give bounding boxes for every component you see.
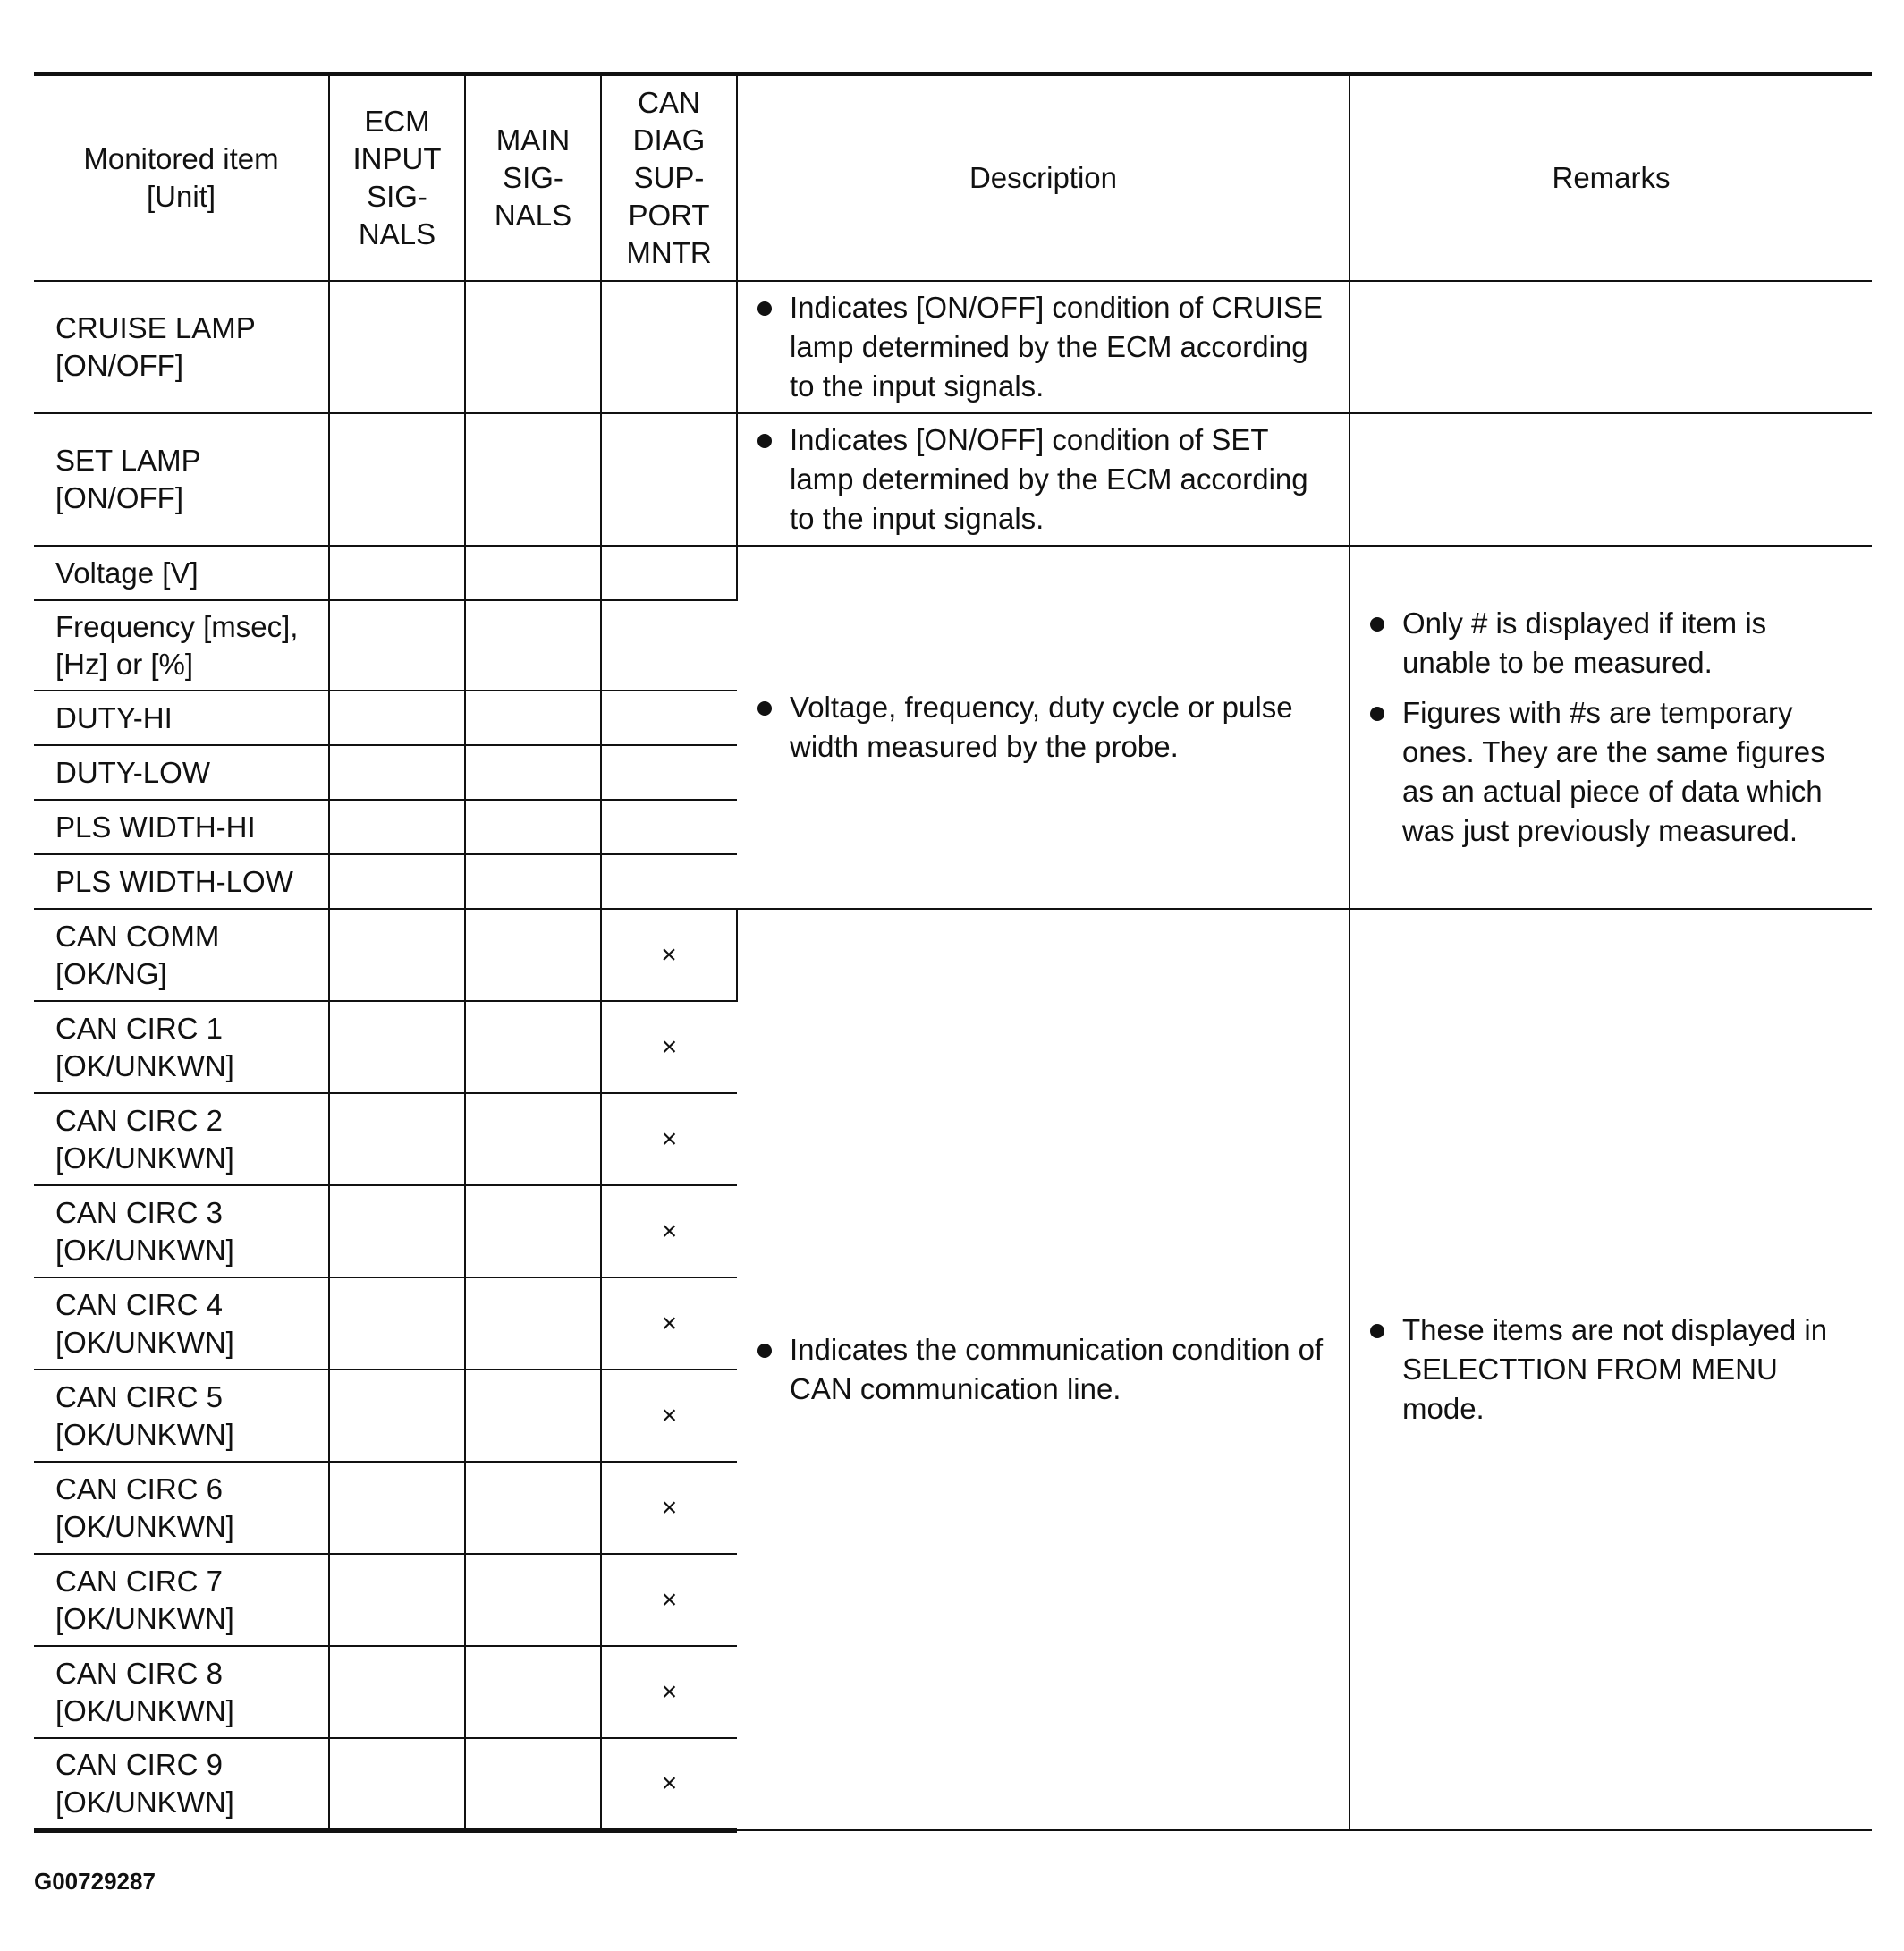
cell-text-line: [OK/NG] (55, 956, 167, 990)
ecm-input-cell (329, 745, 465, 800)
can-diag-cell: × (601, 1738, 737, 1830)
can-diag-cell: × (601, 1462, 737, 1554)
cell-text-line: PORT (628, 199, 710, 232)
main-signals-cell (465, 1370, 601, 1462)
bullet-item: Voltage, frequency, duty cycle or pulse width measured by the probe. (757, 688, 1331, 767)
cell-text-line: SIG- (367, 180, 427, 213)
ecm-input-cell (329, 1001, 465, 1093)
can-diag-cell (601, 691, 737, 745)
monitored-item-cell (34, 745, 329, 800)
ecm-input-cell (329, 1185, 465, 1277)
monitored-item-cell (34, 854, 329, 909)
ecm-input-cell (329, 909, 465, 1001)
ecm-input-cell (329, 1093, 465, 1185)
main-signals-cell (465, 1554, 601, 1646)
main-signals-cell (465, 800, 601, 854)
main-signals-cell (465, 1001, 601, 1093)
main-signals-cell (465, 1738, 601, 1830)
cell-text-line: [OK/UNKWN] (55, 1141, 234, 1175)
main-signals-cell (465, 1646, 601, 1738)
ecm-input-cell (329, 1277, 465, 1370)
ecm-input-cell (329, 800, 465, 854)
cell-text-line: CAN CIRC 1 (55, 1011, 224, 1045)
ecm-input-cell (329, 1370, 465, 1462)
main-signals-cell (465, 281, 601, 413)
header-remarks: Remarks (1350, 74, 1872, 282)
table-header-row (34, 74, 1872, 282)
can-diag-cell (601, 281, 737, 413)
table-row (34, 413, 1872, 546)
can-diag-cell: × (601, 1370, 737, 1462)
monitored-item-cell (34, 800, 329, 854)
cell-text-line: SET LAMP (55, 444, 201, 477)
bullet-item: Indicates the communication condition of CAN communication line. (757, 1330, 1331, 1409)
description-cell (737, 413, 1350, 546)
remarks-cell (1350, 546, 1872, 909)
ecm-input-cell (329, 1738, 465, 1830)
can-diag-cell: × (601, 1001, 737, 1093)
bullet-item: Indicates [ON/OFF] condition of CRUISE lamp determined by the ECM according to the input signals. (757, 288, 1331, 406)
cell-text-line: [Unit] (146, 180, 216, 213)
cell-text-line: NALS (494, 199, 572, 232)
cell-text-line: CAN CIRC 4 (55, 1287, 224, 1321)
cell-text-line: CAN CIRC 2 (55, 1103, 224, 1137)
header-main-signals (465, 74, 601, 282)
cell-text-line: INPUT (352, 142, 442, 175)
main-signals-cell (465, 1277, 601, 1370)
cell-text-line: [OK/UNKWN] (55, 1693, 234, 1727)
ecm-input-cell (329, 1646, 465, 1738)
ecm-input-cell (329, 281, 465, 413)
ecm-input-cell (329, 691, 465, 745)
cell-text-line: [OK/UNKWN] (55, 1785, 234, 1819)
header-monitored-item (34, 74, 329, 282)
remarks-cell (1350, 281, 1872, 413)
can-diag-cell (601, 745, 737, 800)
cell-text-line: [OK/UNKWN] (55, 1048, 234, 1082)
remarks-cell (1350, 909, 1872, 1830)
cell-text-line: [OK/UNKWN] (55, 1233, 234, 1267)
can-diag-cell: × (601, 1093, 737, 1185)
main-signals-cell (465, 909, 601, 1001)
cell-text-line: SIG- (503, 161, 563, 194)
cell-text-line: CAN CIRC 3 (55, 1195, 224, 1229)
main-signals-cell (465, 691, 601, 745)
description-cell (737, 909, 1350, 1830)
cell-text-line: NALS (358, 217, 436, 250)
can-diag-cell (601, 413, 737, 546)
can-diag-cell (601, 546, 737, 600)
cell-text-line: [ON/OFF] (55, 481, 183, 514)
cell-text-line: DUTY-LOW (55, 755, 210, 789)
ecm-input-cell (329, 600, 465, 691)
monitored-item-cell (34, 413, 329, 546)
ecm-input-cell (329, 1462, 465, 1554)
main-signals-cell (465, 1093, 601, 1185)
monitored-item-cell (34, 1370, 329, 1462)
main-signals-cell (465, 1185, 601, 1277)
cell-text-line: CAN CIRC 6 (55, 1472, 224, 1506)
cell-text-line: [OK/UNKWN] (55, 1509, 234, 1543)
ecm-input-cell (329, 413, 465, 546)
can-diag-cell: × (601, 909, 737, 1001)
table-row (34, 281, 1872, 413)
monitored-item-cell (34, 1093, 329, 1185)
can-diag-cell: × (601, 1277, 737, 1370)
figure-id: G00729287 (34, 1868, 156, 1895)
monitored-item-cell (34, 546, 329, 600)
cell-text-line: PLS WIDTH-LOW (55, 864, 293, 898)
header-description: Description (737, 74, 1350, 282)
cell-text-line: ECM (364, 105, 430, 138)
cell-text-line: Voltage [V] (55, 556, 199, 590)
monitored-item-cell (34, 1738, 329, 1830)
monitored-item-cell (34, 909, 329, 1001)
main-signals-cell (465, 1462, 601, 1554)
main-signals-cell (465, 600, 601, 691)
cell-text-line: CAN CIRC 9 (55, 1747, 224, 1781)
can-diag-cell: × (601, 1646, 737, 1738)
cell-text-line: [Hz] or [%] (55, 647, 194, 681)
can-diag-cell (601, 854, 737, 909)
can-diag-cell: × (601, 1554, 737, 1646)
description-cell (737, 546, 1350, 909)
table-row (34, 909, 1872, 1001)
can-diag-cell: × (601, 1185, 737, 1277)
header-can-diag-support-mntr (601, 74, 737, 282)
monitored-item-cell (34, 600, 329, 691)
main-signals-cell (465, 546, 601, 600)
cell-text-line: SUP- (633, 161, 705, 194)
can-diag-cell (601, 600, 737, 691)
monitored-item-cell (34, 1185, 329, 1277)
table-row (34, 546, 1872, 600)
cell-text-line: MAIN (495, 123, 571, 157)
header-ecm-input-signals (329, 74, 465, 282)
monitor-item-table (34, 72, 1872, 1833)
cell-text-line: DIAG (632, 123, 706, 157)
monitored-item-cell (34, 281, 329, 413)
cell-text-line: [OK/UNKWN] (55, 1417, 234, 1451)
cell-text-line: CAN CIRC 7 (55, 1564, 224, 1598)
bullet-item: These items are not displayed in SELECTTION FROM MENU mode. (1370, 1311, 1854, 1429)
cell-text-line: MNTR (626, 236, 712, 269)
description-cell (737, 281, 1350, 413)
cell-text-line: [ON/OFF] (55, 349, 183, 382)
monitored-item-cell (34, 1001, 329, 1093)
cell-text-line: DUTY-HI (55, 700, 173, 734)
monitored-item-cell (34, 1462, 329, 1554)
ecm-input-cell (329, 854, 465, 909)
remarks-cell (1350, 413, 1872, 546)
cell-text-line: CAN CIRC 5 (55, 1379, 224, 1413)
ecm-input-cell (329, 1554, 465, 1646)
cell-text-line: Frequency [msec], (55, 609, 299, 643)
ecm-input-cell (329, 546, 465, 600)
can-diag-cell (601, 800, 737, 854)
cell-text-line: CRUISE LAMP (55, 311, 256, 344)
cell-text-line: CAN (638, 86, 700, 119)
cell-text-line: PLS WIDTH-HI (55, 810, 256, 844)
cell-text-line: CAN COMM (55, 919, 220, 953)
bullet-item: Figures with #s are temporary ones. They are the same figures as an actual piece of data which was just previously measured. (1370, 693, 1854, 851)
main-signals-cell (465, 413, 601, 546)
bullet-item: Only # is displayed if item is unable to be measured. (1370, 604, 1854, 683)
cell-text-line: [OK/UNKWN] (55, 1325, 234, 1359)
monitored-item-cell (34, 1554, 329, 1646)
monitored-item-cell (34, 1277, 329, 1370)
monitored-item-cell (34, 1646, 329, 1738)
main-signals-cell (465, 854, 601, 909)
main-signals-cell (465, 745, 601, 800)
monitored-item-cell (34, 691, 329, 745)
cell-text-line: CAN CIRC 8 (55, 1656, 224, 1690)
bullet-item: Indicates [ON/OFF] condition of SET lamp determined by the ECM according to the input signals. (757, 420, 1331, 539)
cell-text-line: Monitored item (83, 142, 279, 175)
cell-text-line: [OK/UNKWN] (55, 1601, 234, 1635)
